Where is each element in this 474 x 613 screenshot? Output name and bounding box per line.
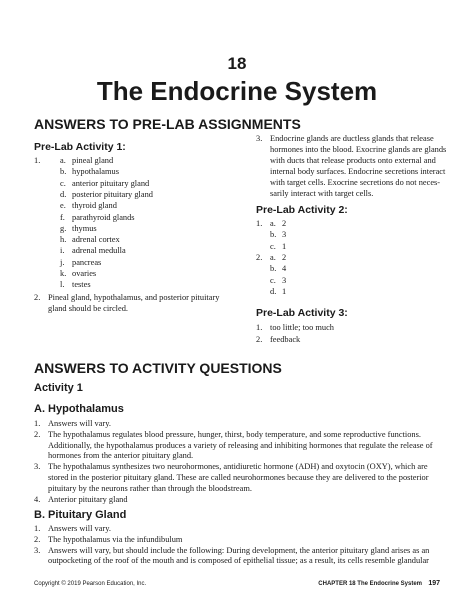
list-item-text: ovaries bbox=[72, 269, 97, 278]
list-item-number: 2. bbox=[34, 534, 41, 544]
list-item-text: testes bbox=[72, 280, 91, 290]
list-item-line: outpocketing of the roof of the mouth and is composed of epithelial tissue; as a result, its cells resemble glandular bbox=[48, 556, 429, 566]
list-item-line: Answers will vary. bbox=[48, 524, 111, 533]
prelab1-item3-line: with ducts that release products onto external and bbox=[270, 156, 436, 165]
footer-chapter-label: CHAPTER 18 The Endocrine System bbox=[318, 581, 422, 587]
list-item-text: pineal gland bbox=[72, 156, 114, 165]
pituitary-heading: B. Pituitary Gland bbox=[34, 509, 127, 521]
list-item-value: 3 bbox=[282, 275, 287, 285]
list-item-value: 3 bbox=[282, 230, 287, 240]
list-item-letter: l. bbox=[60, 280, 65, 290]
list-item-letter: e. bbox=[60, 201, 66, 211]
list-item-number: 2. bbox=[34, 429, 41, 439]
list-item-line: Anterior pituitary gland bbox=[48, 494, 128, 504]
list-item-text: posterior pituitary gland bbox=[72, 189, 153, 199]
prelab3-item-number: 2. bbox=[256, 335, 263, 344]
list-item-text: anterior pituitary gland bbox=[72, 178, 150, 188]
list-item-letter: c. bbox=[270, 275, 276, 285]
list-item-letter: b. bbox=[270, 230, 277, 240]
list-item-letter: c. bbox=[60, 178, 66, 188]
list-item-text: thymus bbox=[72, 223, 97, 233]
activity1-heading: Activity 1 bbox=[34, 382, 83, 394]
list-item-line: Answers will vary. bbox=[48, 419, 111, 428]
list-item-text: adrenal medulla bbox=[72, 246, 126, 256]
list-item-value: 2 bbox=[282, 252, 287, 262]
prelab1-item3-line: with target cells. Exocrine secretions do not neces- bbox=[270, 178, 441, 187]
prelab1-item3-number: 3. bbox=[256, 134, 263, 143]
list-item-line: The hypothalamus regulates blood pressure, hunger, thirst, body temperature, and some reproductive functions. bbox=[48, 429, 421, 439]
prelab1-item2-number: 2. bbox=[34, 293, 41, 302]
list-item-number: 3. bbox=[34, 462, 41, 472]
prelab1-item2-line1: Pineal gland, hypothalamus, and posterior pituitary bbox=[48, 293, 220, 302]
list-item-line: Answers will vary, but should include the following: During development, the anterior pituitary gland arises as an bbox=[48, 545, 430, 555]
list-item-letter: d. bbox=[60, 189, 67, 199]
list-item-letter: k. bbox=[60, 269, 67, 278]
list-item-letter: i. bbox=[60, 246, 65, 256]
list-item-text: hypothalamus bbox=[72, 167, 119, 177]
list-item-line: The hypothalamus synthesizes two neurohormones, antidiuretic hormone (ADH) and oxytocin (OXY), which are bbox=[48, 462, 428, 472]
list-item-letter: f. bbox=[60, 212, 65, 222]
prelab3-item-number: 1. bbox=[256, 323, 263, 332]
prelab1-item2-line2: gland should be circled. bbox=[48, 304, 129, 313]
hypothalamus-heading: A. Hypothalamus bbox=[34, 403, 124, 415]
list-item-number: 1. bbox=[256, 219, 263, 228]
list-item-number: 1. bbox=[34, 419, 41, 428]
prelab1-item1-number: 1. bbox=[34, 156, 41, 165]
list-item-number: 1. bbox=[34, 524, 41, 533]
prelab2-heading: Pre-Lab Activity 2: bbox=[256, 204, 348, 216]
list-item-letter: h. bbox=[60, 235, 67, 245]
page-number: 197 bbox=[428, 580, 440, 587]
list-item-letter: c. bbox=[270, 241, 276, 251]
prelab3-item-text: feedback bbox=[270, 335, 301, 344]
list-item-line: pituitary by the neurons rather than through the bloodstream. bbox=[48, 483, 252, 493]
list-item-letter: a. bbox=[270, 219, 276, 228]
list-item-value: 1 bbox=[282, 286, 287, 296]
footer-copyright: Copyright © 2019 Pearson Education, Inc. bbox=[34, 581, 147, 587]
chapter-title: The Endocrine System bbox=[96, 76, 378, 106]
list-item-line: Additionally, the hypothalamus produces a variety of releasing and inhibiting hormones that regulate the release of bbox=[48, 440, 433, 450]
list-item-line: hormones from the anterior pituitary gland. bbox=[48, 451, 194, 461]
list-item-value: 1 bbox=[282, 241, 287, 251]
list-item-value: 4 bbox=[282, 264, 287, 274]
list-item-number: 2. bbox=[256, 252, 263, 262]
prelab1-item3-line: internal body surfaces. Endocrine secretions interact bbox=[270, 167, 446, 176]
list-item-letter: b. bbox=[270, 264, 277, 274]
prelab1-item3-line: hormones into the blood. Exocrine glands are glands bbox=[270, 145, 447, 154]
list-item-text: pancreas bbox=[72, 257, 102, 267]
list-item-value: 2 bbox=[282, 219, 287, 228]
list-item-text: parathyroid glands bbox=[72, 212, 135, 222]
list-item-letter: d. bbox=[270, 286, 277, 296]
prelab3-item-text: too little; too much bbox=[270, 323, 334, 332]
list-item-number: 4. bbox=[34, 494, 41, 504]
list-item-letter: g. bbox=[60, 223, 67, 233]
prelab1-item3-line: sarily interact with target cells. bbox=[270, 189, 374, 198]
list-item-text: adrenal cortex bbox=[72, 235, 120, 245]
section-heading-activity: ANSWERS TO ACTIVITY QUESTIONS bbox=[34, 360, 282, 376]
list-item-line: stored in the posterior pituitary gland. These are called neurohormones because they are delivered to the posterior bbox=[48, 473, 429, 482]
list-item-line: The hypothalamus via the infundibulum bbox=[48, 534, 183, 544]
list-item-letter: j. bbox=[60, 257, 65, 267]
prelab1-item3-line: Endocrine glands are ductless glands that release bbox=[270, 134, 434, 143]
list-item-letter: a. bbox=[270, 252, 276, 262]
section-heading-prelab: ANSWERS TO PRE-LAB ASSIGNMENTS bbox=[34, 116, 301, 132]
prelab1-heading: Pre-Lab Activity 1: bbox=[34, 141, 126, 153]
list-item-number: 3. bbox=[34, 545, 41, 555]
chapter-number: 18 bbox=[227, 54, 247, 73]
list-item-letter: a. bbox=[60, 156, 66, 165]
prelab3-heading: Pre-Lab Activity 3: bbox=[256, 307, 348, 319]
list-item-letter: b. bbox=[60, 167, 67, 177]
list-item-text: thyroid gland bbox=[72, 201, 117, 211]
